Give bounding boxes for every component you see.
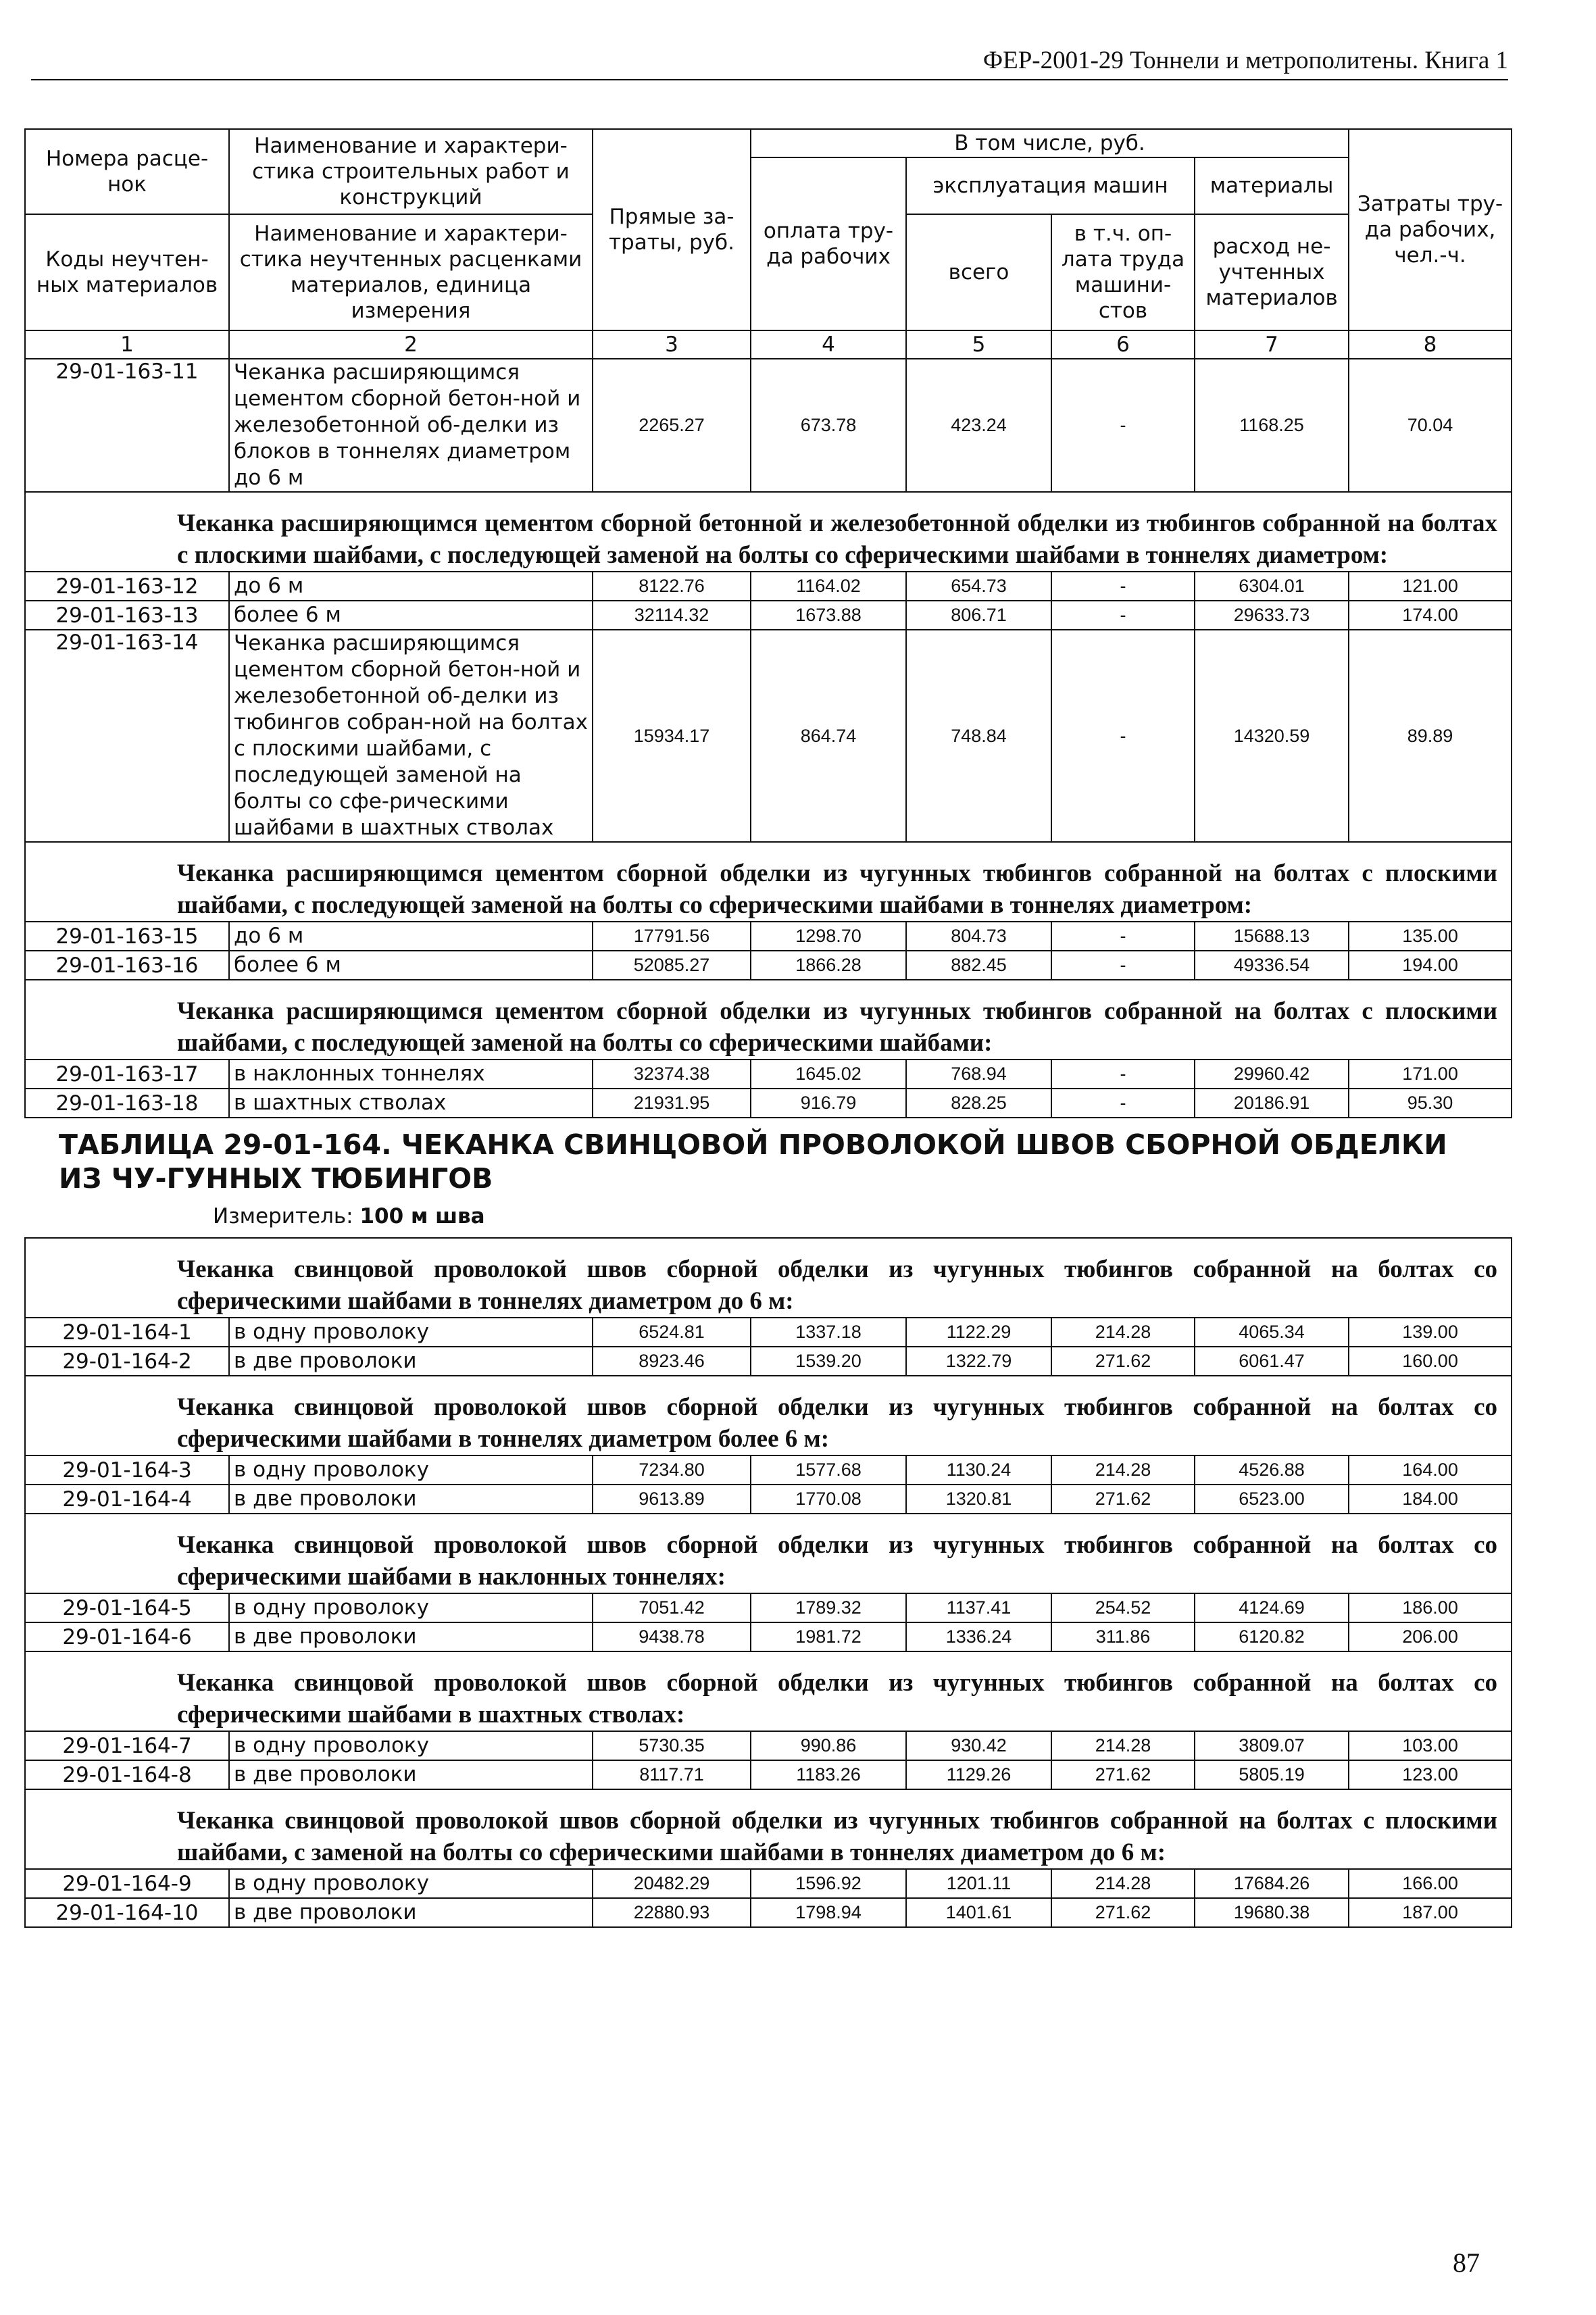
- header-labor-hours: Затраты тру-да рабочих, чел.-ч.: [1349, 129, 1512, 330]
- materials-cell: 5805.19: [1195, 1760, 1349, 1789]
- work-name: в две проволоки: [229, 1760, 593, 1789]
- worker-pay-cell: 1164.02: [751, 572, 906, 601]
- work-name: более 6 м: [229, 601, 593, 630]
- worker-pay-cell: 673.78: [751, 359, 906, 492]
- section-title: Чеканка расширяющимся цементом сборной обделки из чугунных тюбингов собранной на болтах с плоскими шайбами, с последующей заменой на болты со сферическими шайбами в тоннелях диаметром:: [25, 842, 1512, 922]
- section-title-row: [25, 1514, 1512, 1593]
- direct-costs-cell: 8117.71: [593, 1760, 751, 1789]
- table-row: [25, 1060, 1512, 1089]
- column-number: 2: [229, 330, 593, 359]
- machinist-pay-cell: -: [1051, 359, 1195, 492]
- running-header: ФЕР-2001-29 Тоннели и метрополитены. Книга 1: [31, 46, 1508, 80]
- machinist-pay-cell: 271.62: [1051, 1485, 1195, 1514]
- machines-total-cell: 1401.61: [906, 1898, 1051, 1927]
- labor-hours-cell: 139.00: [1349, 1318, 1512, 1347]
- labor-hours-cell: 135.00: [1349, 922, 1512, 951]
- machines-total-cell: 806.71: [906, 601, 1051, 630]
- table-row: [25, 1760, 1512, 1789]
- machinist-pay-cell: 254.52: [1051, 1593, 1195, 1622]
- table-row: [25, 1089, 1512, 1118]
- rate-code: 29-01-163-11: [25, 359, 229, 492]
- machines-total-cell: 1130.24: [906, 1455, 1051, 1485]
- work-name: Чеканка расширяющимся цементом сборной бетон-ной и железобетонной об-делки из блоков в тоннелях диаметром до 6 м: [229, 359, 593, 492]
- header-row-1: [25, 129, 1512, 157]
- direct-costs-cell: 17791.56: [593, 922, 751, 951]
- table-row: [25, 1593, 1512, 1622]
- table-row: [25, 359, 1512, 492]
- labor-hours-cell: 206.00: [1349, 1622, 1512, 1651]
- section-title: Чеканка свинцовой проволокой швов сборной обделки из чугунных тюбингов собранной на болтах со сферическими шайбами в шахтных стволах:: [25, 1651, 1512, 1731]
- work-name: Чеканка расширяющимся цементом сборной бетон-ной и железобетонной об-делки из тюбингов собран-ной на болтах с плоскими шайбами, с последующей заменой на болты со сфе-рическими шайбами в шахтных стволах: [229, 630, 593, 842]
- section-title-row: [25, 842, 1512, 922]
- machinist-pay-cell: -: [1051, 601, 1195, 630]
- worker-pay-cell: 1981.72: [751, 1622, 906, 1651]
- materials-cell: 17684.26: [1195, 1869, 1349, 1898]
- machinist-pay-cell: -: [1051, 1060, 1195, 1089]
- section-title-row: [25, 980, 1512, 1060]
- work-name: до 6 м: [229, 922, 593, 951]
- materials-cell: 49336.54: [1195, 951, 1349, 980]
- labor-hours-cell: 103.00: [1349, 1731, 1512, 1760]
- rate-code: 29-01-164-2: [25, 1347, 229, 1376]
- labor-hours-cell: 160.00: [1349, 1347, 1512, 1376]
- rate-code: 29-01-164-3: [25, 1455, 229, 1485]
- labor-hours-cell: 174.00: [1349, 601, 1512, 630]
- labor-hours-cell: 123.00: [1349, 1760, 1512, 1789]
- worker-pay-cell: 1337.18: [751, 1318, 906, 1347]
- direct-costs-cell: 8122.76: [593, 572, 751, 601]
- rates-table: [24, 128, 1512, 1928]
- machinist-pay-cell: -: [1051, 630, 1195, 842]
- table-row: [25, 1731, 1512, 1760]
- page-number: 87: [1453, 2247, 1480, 2278]
- machines-total-cell: 1137.41: [906, 1593, 1051, 1622]
- labor-hours-cell: 95.30: [1349, 1089, 1512, 1118]
- table-row: [25, 922, 1512, 951]
- rate-code: 29-01-164-1: [25, 1318, 229, 1347]
- rate-code: 29-01-164-9: [25, 1869, 229, 1898]
- table-row: [25, 1455, 1512, 1485]
- direct-costs-cell: 7234.80: [593, 1455, 751, 1485]
- header-worker-pay: оплата тру-да рабочих: [751, 157, 906, 330]
- worker-pay-cell: 916.79: [751, 1089, 906, 1118]
- column-number: 8: [1349, 330, 1512, 359]
- work-name: в одну проволоку: [229, 1869, 593, 1898]
- header-work-name: Наименование и характери-стика строительных работ и конструкций: [229, 129, 593, 214]
- header-materials: материалы: [1195, 157, 1349, 214]
- column-number: 3: [593, 330, 751, 359]
- worker-pay-cell: 1298.70: [751, 922, 906, 951]
- worker-pay-cell: 990.86: [751, 1731, 906, 1760]
- section-title: Чеканка свинцовой проволокой швов сборной обделки из чугунных тюбингов собранной на болтах с плоскими шайбами, с заменой на болты со сферическими шайбами в тоннелях диаметром до 6 м:: [25, 1789, 1512, 1869]
- table-row: [25, 630, 1512, 842]
- header-machines: эксплуатация машин: [906, 157, 1195, 214]
- section-title: Чеканка свинцовой проволокой швов сборной обделки из чугунных тюбингов собранной на болтах со сферическими шайбами в тоннелях диаметром более 6 м:: [25, 1376, 1512, 1455]
- work-name: до 6 м: [229, 572, 593, 601]
- labor-hours-cell: 70.04: [1349, 359, 1512, 492]
- work-name: в одну проволоку: [229, 1731, 593, 1760]
- table-row: [25, 572, 1512, 601]
- machinist-pay-cell: 214.28: [1051, 1869, 1195, 1898]
- materials-cell: 20186.91: [1195, 1089, 1349, 1118]
- machines-total-cell: 1320.81: [906, 1485, 1051, 1514]
- meter-value: 100 м шва: [359, 1204, 485, 1228]
- materials-cell: 19680.38: [1195, 1898, 1349, 1927]
- materials-cell: 14320.59: [1195, 630, 1349, 842]
- labor-hours-cell: 89.89: [1349, 630, 1512, 842]
- work-name: в одну проволоку: [229, 1593, 593, 1622]
- machines-total-cell: 768.94: [906, 1060, 1051, 1089]
- materials-cell: 4124.69: [1195, 1593, 1349, 1622]
- machinist-pay-cell: 271.62: [1051, 1760, 1195, 1789]
- materials-cell: 6061.47: [1195, 1347, 1349, 1376]
- machines-total-cell: 1322.79: [906, 1347, 1051, 1376]
- machines-total-cell: 654.73: [906, 572, 1051, 601]
- rate-code: 29-01-164-10: [25, 1898, 229, 1927]
- materials-cell: 15688.13: [1195, 922, 1349, 951]
- section-title: Чеканка свинцовой проволокой швов сборной обделки из чугунных тюбингов собранной на болтах со сферическими шайбами в тоннелях диаметром до 6 м:: [25, 1238, 1512, 1318]
- rate-code: 29-01-164-4: [25, 1485, 229, 1514]
- worker-pay-cell: 864.74: [751, 630, 906, 842]
- rate-code: 29-01-164-6: [25, 1622, 229, 1651]
- rate-code: 29-01-163-13: [25, 601, 229, 630]
- machinist-pay-cell: 214.28: [1051, 1731, 1195, 1760]
- machinist-pay-cell: 271.62: [1051, 1898, 1195, 1927]
- labor-hours-cell: 166.00: [1349, 1869, 1512, 1898]
- table-row: [25, 1869, 1512, 1898]
- work-name: в одну проволоку: [229, 1455, 593, 1485]
- direct-costs-cell: 7051.42: [593, 1593, 751, 1622]
- table-title: ТАБЛИЦА 29-01-164. ЧЕКАНКА СВИНЦОВОЙ ПРОВОЛОКОЙ ШВОВ СБОРНОЙ ОБДЕЛКИ ИЗ ЧУ-ГУННЫХ ТЮБИНГОВ: [59, 1128, 1447, 1195]
- direct-costs-cell: 52085.27: [593, 951, 751, 980]
- rate-code: 29-01-164-8: [25, 1760, 229, 1789]
- table-row: [25, 1347, 1512, 1376]
- materials-cell: 4065.34: [1195, 1318, 1349, 1347]
- table-row: [25, 601, 1512, 630]
- header-machinist-pay: в т.ч. оп-лата труда машини-стов: [1051, 214, 1195, 330]
- work-name: более 6 м: [229, 951, 593, 980]
- materials-cell: 6120.82: [1195, 1622, 1349, 1651]
- section-title: Чеканка расширяющимся цементом сборной бетонной и железобетонной обделки из тюбингов собранной на болтах с плоскими шайбами, с последующей заменой на болты со сферическими шайбами в тоннелях диаметром:: [25, 492, 1512, 572]
- worker-pay-cell: 1673.88: [751, 601, 906, 630]
- direct-costs-cell: 15934.17: [593, 630, 751, 842]
- rate-code: 29-01-163-17: [25, 1060, 229, 1089]
- machines-total-cell: 882.45: [906, 951, 1051, 980]
- materials-cell: 6304.01: [1195, 572, 1349, 601]
- column-number: 6: [1051, 330, 1195, 359]
- header-machines-total: всего: [906, 214, 1051, 330]
- column-number-row: [25, 330, 1512, 359]
- machinist-pay-cell: 271.62: [1051, 1347, 1195, 1376]
- table-row: [25, 1318, 1512, 1347]
- worker-pay-cell: 1539.20: [751, 1347, 906, 1376]
- section-title-row: [25, 1651, 1512, 1731]
- machinist-pay-cell: 311.86: [1051, 1622, 1195, 1651]
- labor-hours-cell: 171.00: [1349, 1060, 1512, 1089]
- machinist-pay-cell: -: [1051, 572, 1195, 601]
- direct-costs-cell: 8923.46: [593, 1347, 751, 1376]
- machines-total-cell: 1129.26: [906, 1760, 1051, 1789]
- header-material-name: Наименование и характери-стика неучтенных расценками материалов, единица измерения: [229, 214, 593, 330]
- labor-hours-cell: 184.00: [1349, 1485, 1512, 1514]
- rates-table-body: [25, 129, 1512, 1927]
- work-name: в две проволоки: [229, 1347, 593, 1376]
- rate-code: 29-01-163-15: [25, 922, 229, 951]
- meter-line: [59, 1199, 1498, 1233]
- labor-hours-cell: 164.00: [1349, 1455, 1512, 1485]
- work-name: в две проволоки: [229, 1485, 593, 1514]
- machinist-pay-cell: -: [1051, 951, 1195, 980]
- direct-costs-cell: 32374.38: [593, 1060, 751, 1089]
- worker-pay-cell: 1798.94: [751, 1898, 906, 1927]
- materials-cell: 1168.25: [1195, 359, 1349, 492]
- section-title-row: [25, 1238, 1512, 1318]
- rate-code: 29-01-164-7: [25, 1731, 229, 1760]
- labor-hours-cell: 194.00: [1349, 951, 1512, 980]
- machines-total-cell: 930.42: [906, 1731, 1051, 1760]
- header-including: В том числе, руб.: [751, 129, 1349, 157]
- machines-total-cell: 1336.24: [906, 1622, 1051, 1651]
- materials-cell: 29960.42: [1195, 1060, 1349, 1089]
- rate-code: 29-01-164-5: [25, 1593, 229, 1622]
- section-title-row: [25, 1376, 1512, 1455]
- machines-total-cell: 828.25: [906, 1089, 1051, 1118]
- machines-total-cell: 423.24: [906, 359, 1051, 492]
- section-title-row: [25, 492, 1512, 572]
- table-row: [25, 1622, 1512, 1651]
- work-name: в одну проволоку: [229, 1318, 593, 1347]
- section-title: Чеканка свинцовой проволокой швов сборной обделки из чугунных тюбингов собранной на болтах со сферическими шайбами в наклонных тоннелях:: [25, 1514, 1512, 1593]
- work-name: в две проволоки: [229, 1622, 593, 1651]
- worker-pay-cell: 1596.92: [751, 1869, 906, 1898]
- column-number: 4: [751, 330, 906, 359]
- worker-pay-cell: 1789.32: [751, 1593, 906, 1622]
- rate-code: 29-01-163-18: [25, 1089, 229, 1118]
- table-row: [25, 1898, 1512, 1927]
- column-number: 1: [25, 330, 229, 359]
- machinist-pay-cell: 214.28: [1051, 1455, 1195, 1485]
- rate-code: 29-01-163-14: [25, 630, 229, 842]
- materials-cell: 3809.07: [1195, 1731, 1349, 1760]
- machinist-pay-cell: 214.28: [1051, 1318, 1195, 1347]
- header-unaccounted-materials: расход не-учтенных материалов: [1195, 214, 1349, 330]
- section-title: Чеканка расширяющимся цементом сборной обделки из чугунных тюбингов собранной на болтах с плоскими шайбами, с последующей заменой на болты со сферическими шайбами:: [25, 980, 1512, 1060]
- direct-costs-cell: 9438.78: [593, 1622, 751, 1651]
- rate-code: 29-01-163-16: [25, 951, 229, 980]
- materials-cell: 6523.00: [1195, 1485, 1349, 1514]
- header-direct-costs: Прямые за-траты, руб.: [593, 129, 751, 330]
- table-heading-row: [25, 1118, 1512, 1238]
- worker-pay-cell: 1770.08: [751, 1485, 906, 1514]
- labor-hours-cell: 121.00: [1349, 572, 1512, 601]
- section-title-row: [25, 1789, 1512, 1869]
- direct-costs-cell: 21931.95: [593, 1089, 751, 1118]
- worker-pay-cell: 1577.68: [751, 1455, 906, 1485]
- table-heading: [25, 1118, 1512, 1238]
- direct-costs-cell: 32114.32: [593, 601, 751, 630]
- materials-cell: 4526.88: [1195, 1455, 1349, 1485]
- direct-costs-cell: 2265.27: [593, 359, 751, 492]
- machines-total-cell: 804.73: [906, 922, 1051, 951]
- direct-costs-cell: 20482.29: [593, 1869, 751, 1898]
- worker-pay-cell: 1645.02: [751, 1060, 906, 1089]
- header-material-codes: Коды неучтен-ных материалов: [25, 214, 229, 330]
- table-row: [25, 951, 1512, 980]
- header-rate-numbers: Номера расце-нок: [25, 129, 229, 214]
- column-number: 7: [1195, 330, 1349, 359]
- machinist-pay-cell: -: [1051, 922, 1195, 951]
- machines-total-cell: 748.84: [906, 630, 1051, 842]
- rate-code: 29-01-163-12: [25, 572, 229, 601]
- table-row: [25, 1485, 1512, 1514]
- labor-hours-cell: 187.00: [1349, 1898, 1512, 1927]
- worker-pay-cell: 1183.26: [751, 1760, 906, 1789]
- work-name: в две проволоки: [229, 1898, 593, 1927]
- meter-label: Измеритель:: [213, 1204, 353, 1228]
- direct-costs-cell: 6524.81: [593, 1318, 751, 1347]
- worker-pay-cell: 1866.28: [751, 951, 906, 980]
- machinist-pay-cell: -: [1051, 1089, 1195, 1118]
- column-number: 5: [906, 330, 1051, 359]
- direct-costs-cell: 22880.93: [593, 1898, 751, 1927]
- labor-hours-cell: 186.00: [1349, 1593, 1512, 1622]
- direct-costs-cell: 9613.89: [593, 1485, 751, 1514]
- work-name: в шахтных стволах: [229, 1089, 593, 1118]
- materials-cell: 29633.73: [1195, 601, 1349, 630]
- direct-costs-cell: 5730.35: [593, 1731, 751, 1760]
- work-name: в наклонных тоннелях: [229, 1060, 593, 1089]
- machines-total-cell: 1201.11: [906, 1869, 1051, 1898]
- machines-total-cell: 1122.29: [906, 1318, 1051, 1347]
